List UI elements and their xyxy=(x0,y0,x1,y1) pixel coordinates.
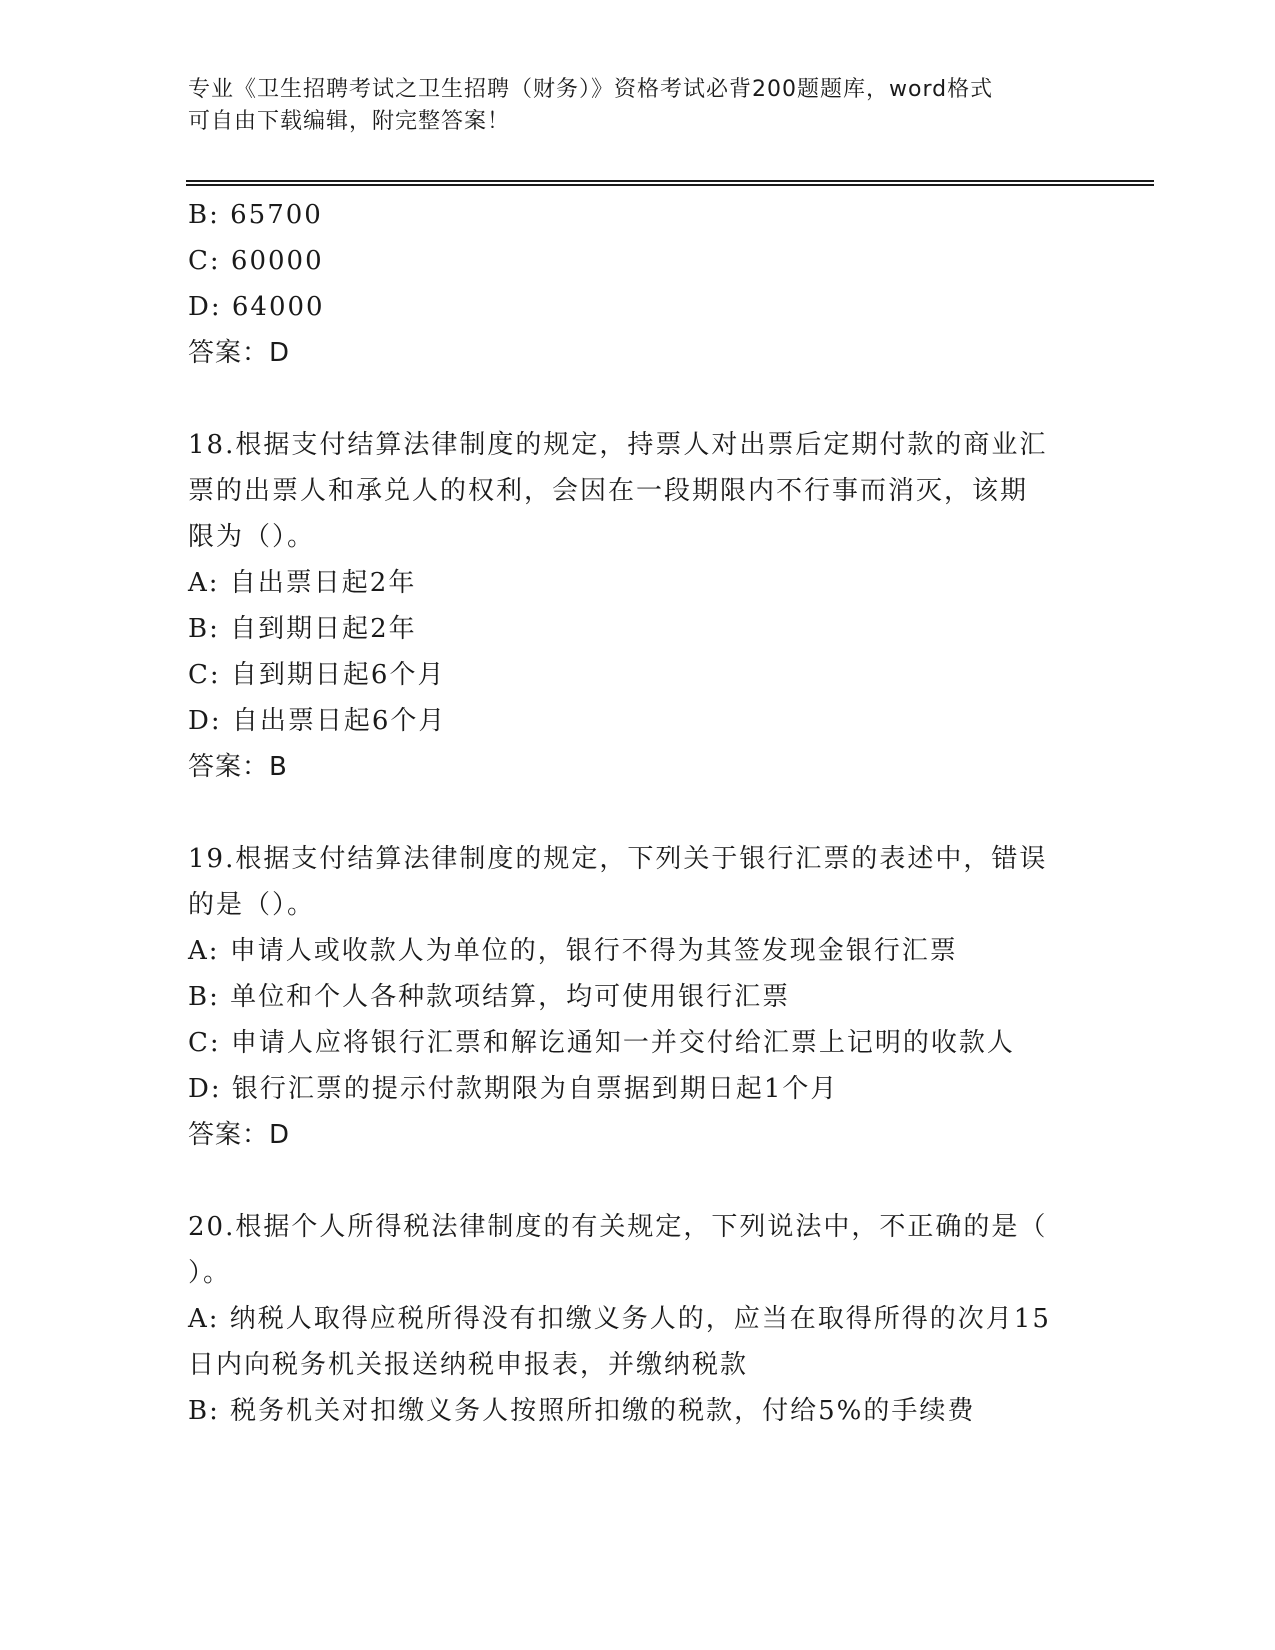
option-c: C: 60000 xyxy=(188,246,324,276)
spacer xyxy=(188,1158,1088,1204)
option-d: D: 自出票日起6个月 xyxy=(188,706,447,736)
option-c: C: 申请人应将银行汇票和解讫通知一并交付给汇票上记明的收款人 xyxy=(188,1028,1015,1058)
question-stem: 18.根据支付结算法律制度的规定，持票人对出票后定期付款的商业汇 xyxy=(188,430,1048,460)
spacer xyxy=(188,376,1088,422)
question-content xyxy=(188,192,1088,1434)
option-a: A: 纳税人取得应税所得没有扣缴义务人的，应当在取得所得的次月15 xyxy=(188,1304,1051,1334)
header-rule-top xyxy=(186,180,1154,182)
option-b: B: 单位和个人各种款项结算，均可使用银行汇票 xyxy=(188,982,791,1012)
header-rule-bottom xyxy=(186,184,1154,186)
document-header xyxy=(188,74,1088,138)
question-20 xyxy=(188,1204,1088,1434)
header-title-line-1: 专业《卫生招聘考试之卫生招聘（财务）》资格考试必背200题题库，word格式 xyxy=(188,77,994,102)
spacer xyxy=(188,790,1088,836)
option-b: B: 65700 xyxy=(188,200,323,230)
option-b: B: 税务机关对扣缴义务人按照所扣缴的税款，付给5%的手续费 xyxy=(188,1396,976,1426)
header-title-line-2: 可自由下载编辑，附完整答案！ xyxy=(188,109,511,134)
option-c: C: 自到期日起6个月 xyxy=(188,660,446,690)
option-d: D: 64000 xyxy=(188,292,325,322)
question-stem: 19.根据支付结算法律制度的规定，下列关于银行汇票的表述中，错误 xyxy=(188,844,1048,874)
option-a-continued: 日内向税务机关报送纳税申报表，并缴纳税款 xyxy=(188,1350,749,1380)
question-stem: 的是（）。 xyxy=(188,890,316,920)
option-a: A: 自出票日起2年 xyxy=(188,568,417,598)
question-stem: 20.根据个人所得税法律制度的有关规定，下列说法中，不正确的是（ xyxy=(188,1212,1048,1242)
answer: 答案：D xyxy=(188,338,291,368)
answer: 答案：D xyxy=(188,1120,291,1150)
option-a: A: 申请人或收款人为单位的，银行不得为其签发现金银行汇票 xyxy=(188,936,958,966)
option-d: D: 银行汇票的提示付款期限为自票据到期日起1个月 xyxy=(188,1074,839,1104)
question-18 xyxy=(188,422,1088,790)
question-stem: ）。 xyxy=(188,1258,232,1288)
question-stem: 限为（）。 xyxy=(188,522,316,552)
question-17-tail xyxy=(188,192,1088,376)
question-19 xyxy=(188,836,1088,1158)
option-b: B: 自到期日起2年 xyxy=(188,614,417,644)
question-stem: 票的出票人和承兑人的权利，会因在一段期限内不行事而消灭，该期 xyxy=(188,476,1029,506)
answer: 答案：B xyxy=(188,752,288,782)
